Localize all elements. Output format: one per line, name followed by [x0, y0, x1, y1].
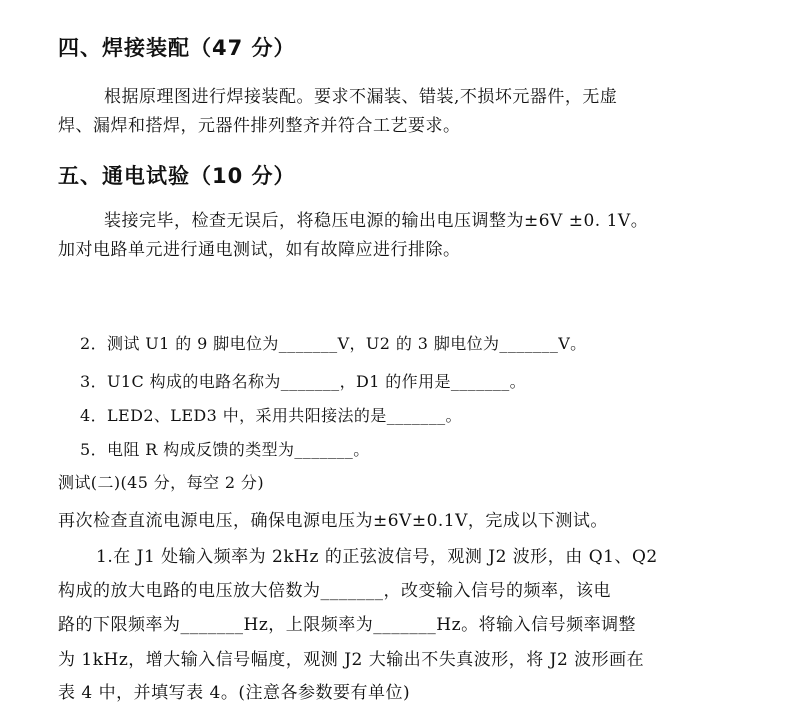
test-2-title: 测试(二)(45 分，每空 2 分) [58, 473, 264, 492]
section-5-paragraph-line-2: 加对电路单元进行通电测试，如有故障应进行排除。 [58, 240, 461, 260]
test-2-line-2: 构成的放大电路的电压放大倍数为_______，改变输入信号的频率，该电 [58, 581, 611, 601]
question-2: 2．测试 U1 的 9 脚电位为_______V，U2 的 3 脚电位为_______V。 [80, 334, 587, 353]
test-2-intro: 再次检查直流电源电压，确保电源电压为±6V±0.1V，完成以下测试。 [58, 511, 608, 531]
section-4-paragraph-line-2: 焊、漏焊和搭焊，元器件排列整齐并符合工艺要求。 [58, 116, 461, 136]
section-4-paragraph-line-1: 根据原理图进行焊接装配。要求不漏装、错装,不损坏元器件，无虚 [104, 87, 618, 107]
test-2-line-3: 路的下限频率为_______Hz，上限频率为_______Hz。将输入信号频率调整 [58, 615, 637, 635]
section-4-heading: 四、焊接装配（47 分） [58, 36, 296, 60]
test-2-line-1: 1.在 J1 处输入频率为 2kHz 的正弦波信号，观测 J2 波形，由 Q1、Q2 [96, 547, 658, 567]
question-4: 4．LED2、LED3 中，采用共阳接法的是_______。 [80, 406, 462, 425]
test-2-line-5: 表 4 中，并填写表 4。(注意各参数要有单位) [58, 683, 411, 703]
question-5: 5．电阻 R 构成反馈的类型为_______。 [80, 440, 370, 459]
question-3: 3．U1C 构成的电路名称为_______，D1 的作用是_______。 [80, 372, 527, 391]
section-5-paragraph-line-1: 装接完毕，检查无误后，将稳压电源的输出电压调整为±6V ±0. 1V。 [104, 211, 649, 231]
section-5-heading: 五、通电试验（10 分） [58, 164, 296, 188]
test-2-line-4: 为 1kHz，增大输入信号幅度，观测 J2 大输出不失真波形，将 J2 波形画在 [58, 650, 645, 670]
